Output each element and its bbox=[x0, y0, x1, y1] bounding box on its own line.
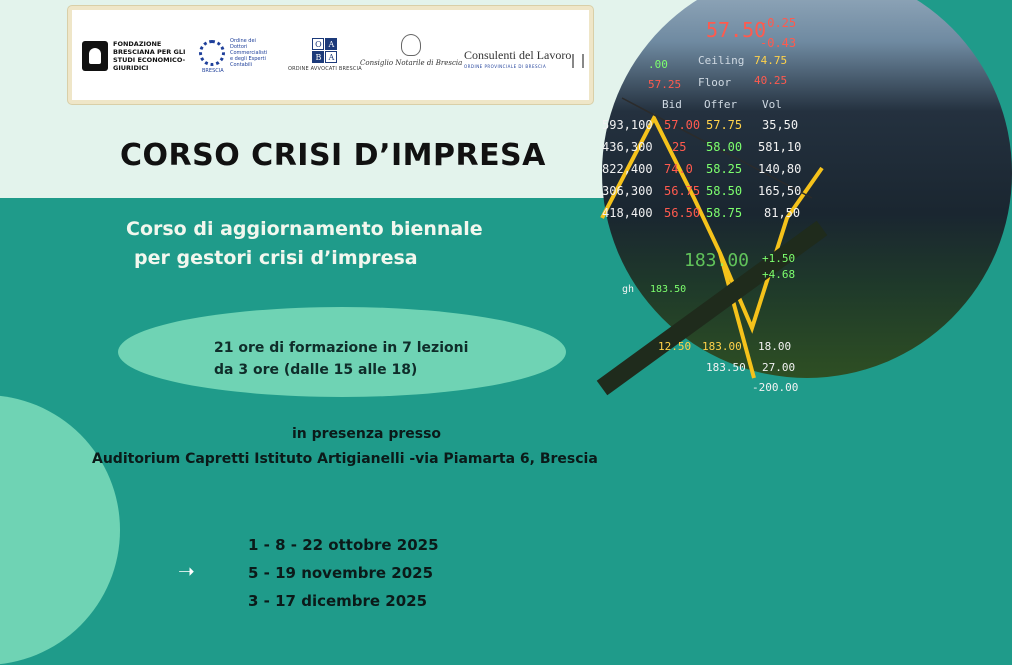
quote-value: 74.75 bbox=[754, 54, 788, 67]
date-line: 1 - 8 - 22 ottobre 2025 bbox=[248, 536, 439, 554]
quote-header: Offer bbox=[704, 98, 738, 111]
consulenti-emblem-icon bbox=[572, 54, 584, 68]
quote-header: Vol bbox=[762, 98, 782, 111]
odc-emblem-icon bbox=[199, 40, 225, 66]
course-dates bbox=[248, 531, 439, 615]
quote-value: +4.68 bbox=[762, 268, 796, 281]
quote-value: 40.25 bbox=[754, 74, 788, 87]
quote-value: 58.00 bbox=[706, 140, 743, 154]
fondazione-emblem-icon bbox=[82, 41, 108, 71]
stock-ticker-image bbox=[602, 0, 1012, 394]
logo-fondazione bbox=[82, 40, 203, 72]
quote-value: 57.00 bbox=[664, 118, 701, 132]
logo-odc bbox=[199, 38, 268, 74]
quote-value: -0.25 bbox=[760, 16, 797, 30]
quote-value: 183.50 bbox=[650, 284, 687, 295]
avvocati-letter: B bbox=[312, 51, 324, 63]
quote-header: Ceiling bbox=[698, 54, 745, 67]
quote-header: Bid bbox=[662, 98, 682, 111]
date-line: 5 - 19 novembre 2025 bbox=[248, 564, 434, 582]
quote-value: 57.50 bbox=[706, 18, 767, 42]
venue-intro: in presenza presso bbox=[292, 426, 442, 442]
logo-notarile bbox=[360, 34, 462, 67]
avvocati-letter: O bbox=[312, 38, 324, 50]
quote-value: -200.00 bbox=[752, 381, 799, 394]
hours-line-2: da 3 ore (dalle 15 alle 18) bbox=[214, 362, 418, 378]
logo-notarile-text: Consiglio Notarile di Brescia bbox=[360, 59, 463, 67]
quote-value: 74.0 bbox=[664, 162, 693, 176]
quote-value: .00 bbox=[648, 58, 668, 71]
logo-consulenti-sub: ORDINE PROVINCIALE DI BRESCIA bbox=[464, 64, 547, 69]
logo-odc-text: Ordine dei Dottori Commercialisti e degli Esperti Contabili bbox=[230, 38, 268, 68]
date-line: 3 - 17 dicembre 2025 bbox=[248, 592, 428, 610]
notarile-emblem-icon bbox=[401, 34, 421, 56]
quote-header: Floor bbox=[698, 76, 732, 89]
quote-value: 140,80 bbox=[758, 162, 802, 176]
logo-avvocati bbox=[288, 38, 362, 72]
quote-value: 58.75 bbox=[706, 206, 743, 220]
quote-value: 56.75 bbox=[664, 184, 701, 198]
hours-line-1: 21 ore di formazione in 7 lezioni bbox=[214, 340, 469, 356]
quote-value: 165,50 bbox=[758, 184, 802, 198]
quote-value: 418,400 bbox=[602, 206, 653, 220]
quote-value: 25 bbox=[672, 140, 687, 154]
quote-value: 183.00 bbox=[684, 250, 750, 271]
right-arrow-icon: ➝ bbox=[178, 559, 195, 583]
quote-value: gh bbox=[622, 284, 635, 295]
quote-value: 27.00 bbox=[762, 361, 796, 374]
quote-value: 183.00 bbox=[702, 340, 742, 353]
quote-value: 35,50 bbox=[762, 118, 799, 132]
quote-value: 183.50 bbox=[706, 361, 746, 374]
subtitle-line-2: per gestori crisi d’impresa bbox=[134, 247, 418, 269]
logo-fondazione-text: FONDAZIONE BRESCIANA PER GLI STUDI ECONOMICO-GIURIDICI bbox=[113, 40, 186, 72]
quote-value: 81,50 bbox=[764, 206, 801, 220]
quote-value: 18.00 bbox=[758, 340, 792, 353]
quote-value: 58.50 bbox=[706, 184, 743, 198]
quote-value: 57.75 bbox=[706, 118, 743, 132]
venue-address: Auditorium Capretti Istituto Artigianelli -via Piamarta 6, Brescia bbox=[92, 451, 598, 467]
logo-consulenti-text: Consulenti del Lavoro bbox=[464, 48, 572, 62]
avvocati-letter: A bbox=[325, 38, 337, 50]
course-subtitle bbox=[126, 215, 483, 273]
quote-value: 593,100 bbox=[602, 118, 653, 132]
quote-value: -0.43 bbox=[760, 36, 797, 50]
quote-value: +1.50 bbox=[762, 252, 796, 265]
quote-value: 56.50 bbox=[664, 206, 701, 220]
avvocati-emblem-icon bbox=[312, 38, 337, 63]
logo-consulenti bbox=[464, 48, 571, 69]
page-title: CORSO CRISI D’IMPRESA bbox=[120, 138, 546, 173]
quote-value: 581,10 bbox=[758, 140, 802, 154]
logo-avvocati-text: ORDINE AVVOCATI BRESCIA bbox=[288, 66, 362, 72]
subtitle-line-1: Corso di aggiornamento biennale bbox=[126, 218, 483, 240]
quote-value: 12.50 bbox=[658, 340, 692, 353]
quote-value: 57.25 bbox=[648, 78, 682, 91]
quote-value: 306,300 bbox=[602, 184, 653, 198]
quote-value: 58.25 bbox=[706, 162, 743, 176]
hours-text bbox=[214, 337, 468, 381]
logo-odc-city: BRESCIA bbox=[202, 68, 224, 74]
logo-bar bbox=[68, 6, 593, 104]
quote-value: 822,400 bbox=[602, 162, 653, 176]
quote-value: 436,300 bbox=[602, 140, 653, 154]
avvocati-letter: A bbox=[325, 51, 337, 63]
